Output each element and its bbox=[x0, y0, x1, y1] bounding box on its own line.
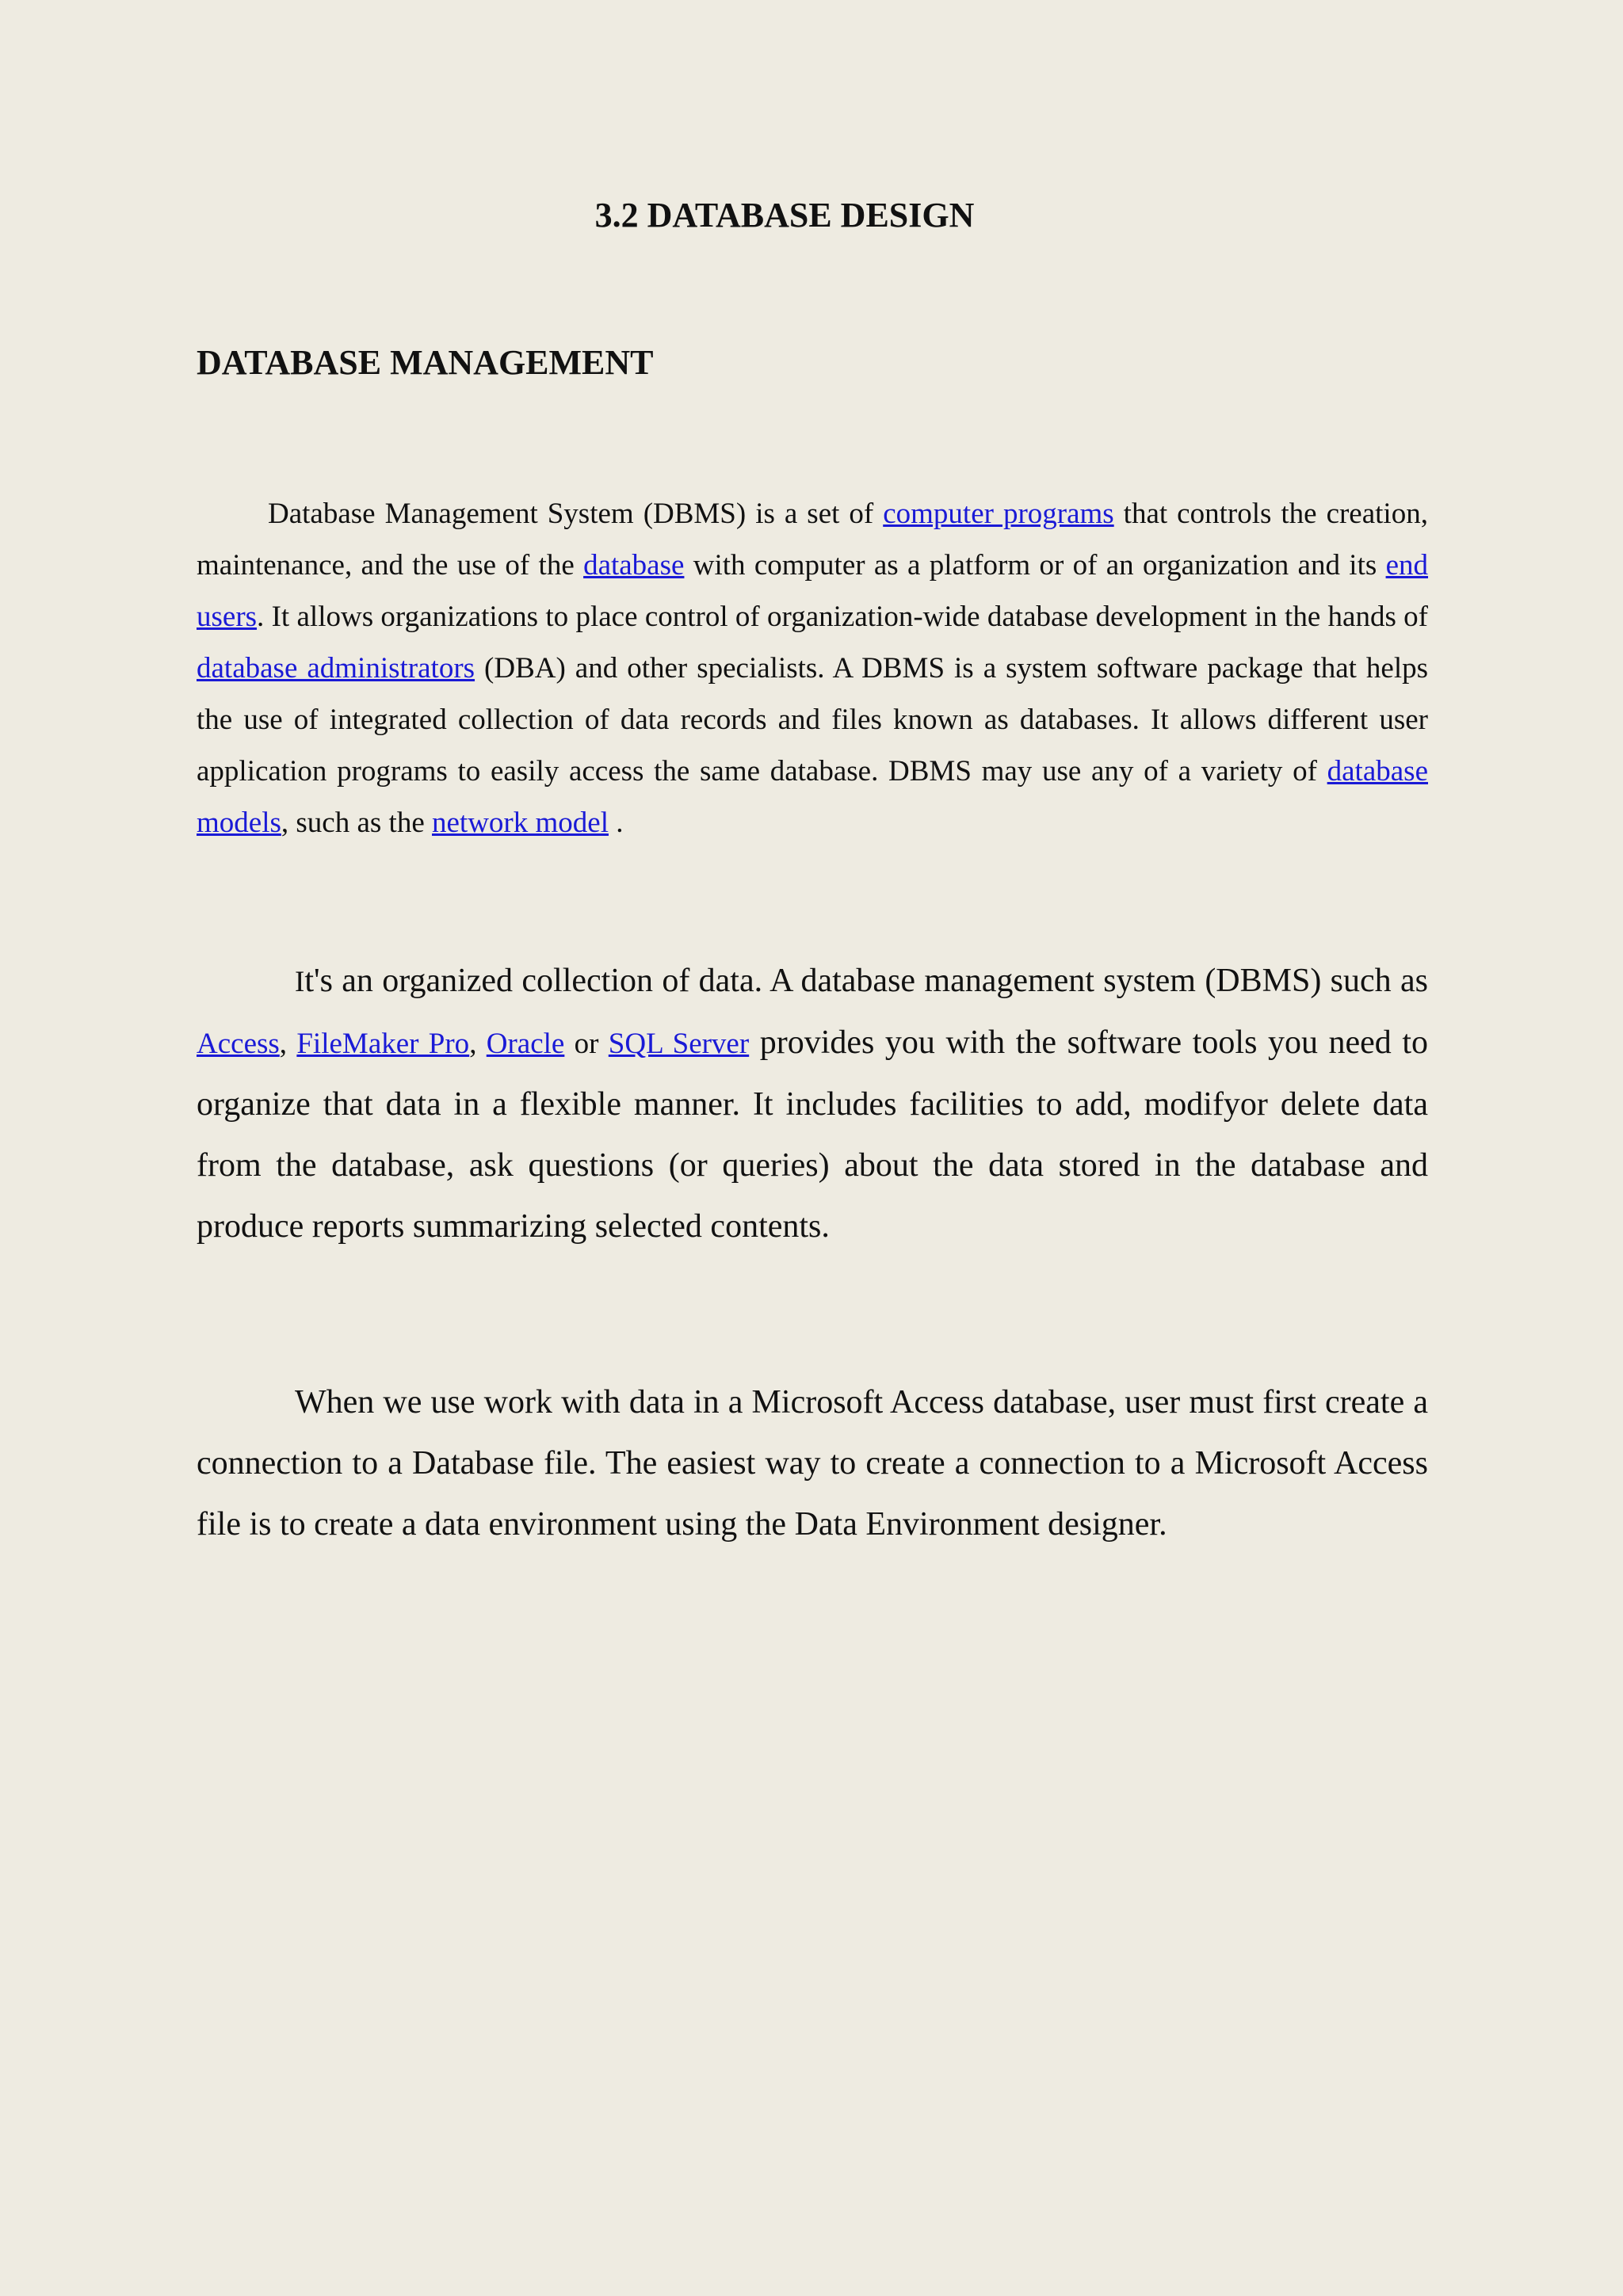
link-database-models[interactable]: database models bbox=[197, 755, 1428, 839]
separator-text: or bbox=[564, 1028, 609, 1060]
section-heading: DATABASE MANAGEMENT bbox=[197, 343, 654, 382]
first-letter: I bbox=[295, 966, 305, 998]
page-title: 3.2 DATABASE DESIGN bbox=[594, 196, 975, 235]
paragraph-text: (DBA) and other specialists. A DBMS is a system software package that helps the use of integrated collection of data records and files known as databases. It allows different user application programs to easily access the same database. DBMS may use any of a variety of bbox=[197, 652, 1428, 788]
link-database-administrators[interactable]: database administrators bbox=[197, 652, 475, 685]
paragraph-text: that controls the creation, maintenance, and the use of the bbox=[197, 498, 1428, 582]
paragraph-text: , such as the bbox=[281, 807, 432, 839]
link-computer-programs[interactable]: computer programs bbox=[883, 498, 1114, 530]
paragraph-organized-collection bbox=[197, 951, 1428, 1257]
link-end-users[interactable]: end users bbox=[197, 549, 1429, 633]
link-database[interactable]: database bbox=[583, 549, 685, 582]
link-network-model[interactable]: network model bbox=[432, 807, 609, 839]
paragraph-text: . It allows organizations to place control of organization-wide database development in the hands of bbox=[257, 601, 1428, 633]
paragraph-text: provides you with the software tools you need to organize that data in a flexible manner. It includes facilities to add, modifyor delete data from the database, ask questions (or queries) about the data stored in the database and produce reports summarizing selected contents. bbox=[197, 1024, 1429, 1245]
paragraph-text: . bbox=[608, 807, 624, 839]
separator-text: , bbox=[469, 1028, 487, 1060]
paragraph-access-connection: When we use work with data in a Microsoft Access database, user must first create a connection to a Database file. The easiest way to create a connection to a Microsoft Access file is to create a data environment using the Data Environment designer. bbox=[197, 1384, 1428, 1543]
separator-text: , bbox=[279, 1028, 297, 1060]
paragraph-text: with computer as a platform or of an organization and its bbox=[684, 549, 1386, 582]
link-oracle[interactable]: Oracle bbox=[486, 1028, 565, 1060]
paragraph-text: Database Management System (DBMS) is a set of bbox=[268, 498, 884, 530]
paragraph-text: t's an organized collection of data. A database management system (DBMS) such as bbox=[304, 963, 1428, 999]
link-sql-server[interactable]: SQL Server bbox=[608, 1028, 750, 1060]
link-filemaker-pro[interactable]: FileMaker Pro bbox=[296, 1028, 470, 1060]
paragraph-dbms-definition bbox=[197, 488, 1428, 849]
link-access[interactable]: Access bbox=[197, 1028, 280, 1060]
